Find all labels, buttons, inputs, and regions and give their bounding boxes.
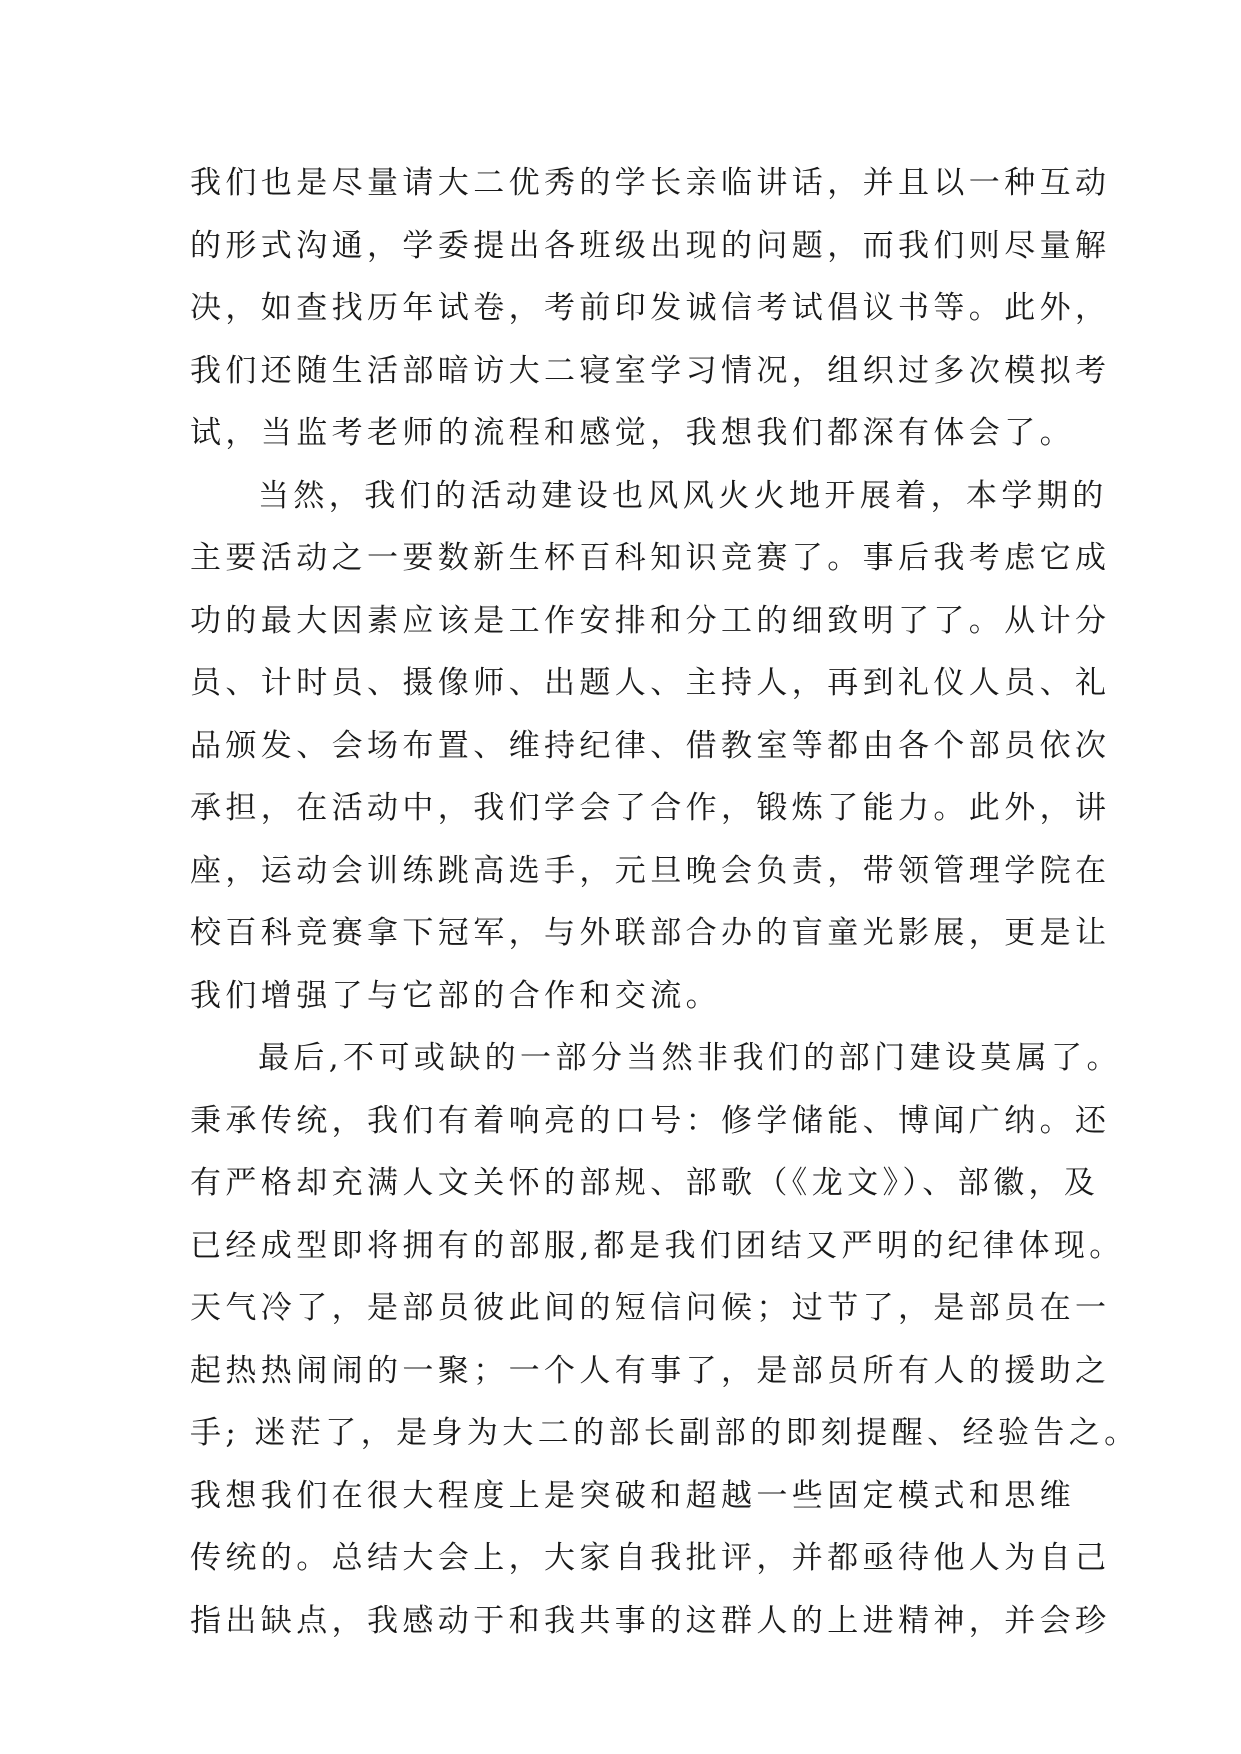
text-line: 我们也是尽量请大二优秀的学长亲临讲话，并且以一种互动 [190,165,1111,201]
text-line: 已经成型即将拥有的部服,都是我们团结又严明的纪律体现。 [190,1227,1125,1264]
text-line: 校百科竞赛拿下冠军，与外联部合办的盲童光影展，更是让 [190,915,1111,951]
text-line: 秉承传统，我们有着响亮的口号：修学储能、博闻广纳。还 [190,1102,1111,1139]
text-line: 座，运动会训练跳高选手，元旦晚会负责，带领管理学院在 [190,852,1111,889]
text-line: 试，当监考老师的流程和感觉，我想我们都深有体会了。 [190,415,1075,451]
text-line: 我们增强了与它部的合作和交流。 [190,977,721,1014]
text-line: 主要活动之一要数新生杯百科知识竞赛了。事后我考虑它成 [190,540,1111,576]
text-line: 功的最大因素应该是工作安排和分工的细致明了了。从计分 [190,602,1111,639]
body-text [190,152,1140,1652]
text-line: 品颁发、会场布置、维持纪律、借教室等都由各个部员依次 [190,727,1111,764]
text-line: 天气冷了，是部员彼此间的短信问候；过节了，是部员在一 [190,1290,1111,1326]
text-line: 起热热闹闹的一聚；一个人有事了，是部员所有人的援助之 [190,1352,1111,1389]
text-line: 员、计时员、摄像师、出题人、主持人，再到礼仪人员、礼 [190,665,1111,701]
text-line: 我们还随生活部暗访大二寝室学习情况，组织过多次模拟考 [190,352,1111,389]
text-line: 手; 迷茫了，是身为大二的部长副部的即刻提醒、经验告之。 [190,1415,1140,1451]
text-line: 承担，在活动中，我们学会了合作，锻炼了能力。此外，讲 [190,790,1111,826]
text-line: 的形式沟通，学委提出各班级出现的问题，而我们则尽量解 [190,227,1111,264]
text-line: 有严格却充满人文关怀的部规、部歌（《龙文》）、部徽，及 [190,1165,1100,1201]
paragraph-start-line: 当然，我们的活动建设也风风火火地开展着，本学期的 [258,477,1108,514]
text-line: 决，如查找历年试卷，考前印发诚信考试倡议书等。此外， [190,290,1111,326]
text-line: 指出缺点，我感动于和我共事的这群人的上进精神，并会珍 [190,1602,1111,1639]
paragraph-start-line: 最后,不可或缺的一部分当然非我们的部门建设莫属了。 [258,1040,1122,1076]
text-line: 我想我们在很大程度上是突破和超越一些固定模式和思维 [190,1477,1075,1514]
text-line: 传统的。总结大会上，大家自我批评，并都亟待他人为自己 [190,1540,1111,1576]
